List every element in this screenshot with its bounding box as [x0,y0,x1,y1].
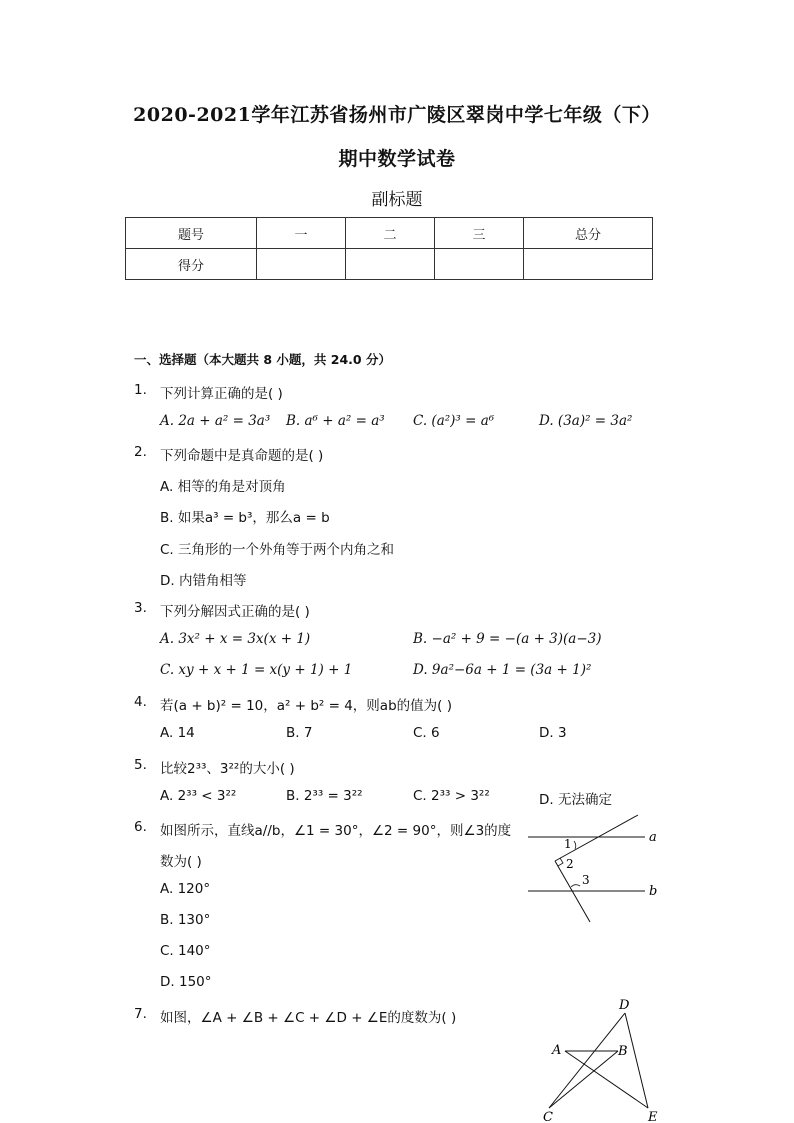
option-b: B. 130° [160,912,211,928]
question-number: 4. [134,694,147,710]
option-d: D. 150° [160,974,212,990]
question-stem: 下列计算正确的是( ) [160,386,283,402]
score-header-cell: 二 [346,218,435,249]
question-stem: 如图所示，直线a//b，∠1 = 30°，∠2 = 90°，则∠3的度 [160,823,512,839]
option-b: B. a⁶ + a² = a³ [286,413,385,429]
score-header-cell: 总分 [524,218,653,249]
option-c: C. 140° [160,943,211,959]
option-b: B. 如果a³ = b³，那么a = b [160,510,330,526]
option-b: B. 7 [286,725,313,741]
question-stem: 下列分解因式正确的是( ) [160,604,310,620]
label-a: A [552,1043,562,1058]
segment-a-e [565,1051,648,1108]
label-angle1: 1 [564,837,572,851]
question-stem: 若(a + b)² = 10，a² + b² = 4，则ab的值为( ) [160,698,452,714]
question-stem-continued: 数为( ) [160,854,202,870]
option-d: D. 3 [539,725,567,741]
option-c: C. xy + x + 1 = x(y + 1) + 1 [160,662,353,678]
option-d: D. (3a)² = 3a² [539,413,633,429]
segment-c-b [549,1051,618,1108]
question-number: 7. [134,1006,147,1022]
score-row-label: 得分 [126,249,257,280]
question-stem: 下列命题中是真命题的是( ) [160,448,324,464]
score-cell[interactable] [346,249,435,280]
label-line-b: b [649,884,658,899]
question-stem: 比较2³³、3²²的大小( ) [160,761,295,777]
option-a: A. 2³³ < 3²² [160,788,237,804]
score-cell[interactable] [524,249,653,280]
label-e: E [648,1110,658,1123]
label-line-a: a [649,830,657,845]
question-stem: 如图，∠A + ∠B + ∠C + ∠D + ∠E的度数为( ) [160,1010,457,1026]
label-angle3: 3 [582,873,590,887]
option-c: C. (a²)³ = a⁶ [413,413,495,429]
option-c: C. 三角形的一个外角等于两个内角之和 [160,542,395,558]
score-table-score-row [126,249,653,280]
option-d: D. 内错角相等 [160,573,247,589]
question-number: 6. [134,819,147,835]
label-b: B [618,1044,628,1059]
segment-d-e [625,1013,648,1108]
option-a: A. 2a + a² = 3a³ [160,413,271,429]
score-table [125,217,653,280]
segment-d-c [549,1013,625,1108]
exam-title-line2: 期中数学试卷 [338,148,456,170]
angle1-arc [574,841,576,849]
option-a: A. 120° [160,881,211,897]
question-number: 3. [134,600,147,616]
option-b: B. −a² + 9 = −(a + 3)(a−3) [413,631,602,647]
label-c: C [543,1110,553,1123]
option-d: D. 无法确定 [539,792,612,808]
exam-subtitle: 副标题 [371,190,423,210]
label-angle2: 2 [566,857,574,871]
option-a: A. 3x² + x = 3x(x + 1) [160,631,311,647]
section-heading: 一、选择题（本大题共 8 小题，共 24.0 分） [134,352,391,367]
exam-title-line1: 2020-2021学年江苏省扬州市广陵区翠岗中学七年级（下） [133,104,661,126]
option-a: A. 14 [160,725,195,741]
question-number: 1. [134,382,147,398]
question-number: 5. [134,757,147,773]
angle3-arc [571,885,580,887]
figure-star-angles [540,995,670,1123]
figure-parallel-lines [520,805,670,930]
option-a: A. 相等的角是对顶角 [160,479,286,495]
label-d: D [619,998,630,1013]
option-c: C. 6 [413,725,440,741]
score-table-header-row [126,218,653,249]
score-cell[interactable] [257,249,346,280]
score-header-cell: 一 [257,218,346,249]
option-b: B. 2³³ = 3²² [286,788,363,804]
score-cell[interactable] [435,249,524,280]
score-header-cell: 题号 [126,218,257,249]
score-header-cell: 三 [435,218,524,249]
option-d: D. 9a²−6a + 1 = (3a + 1)² [413,662,592,678]
option-c: C. 2³³ > 3²² [413,788,490,804]
question-number: 2. [134,444,147,460]
